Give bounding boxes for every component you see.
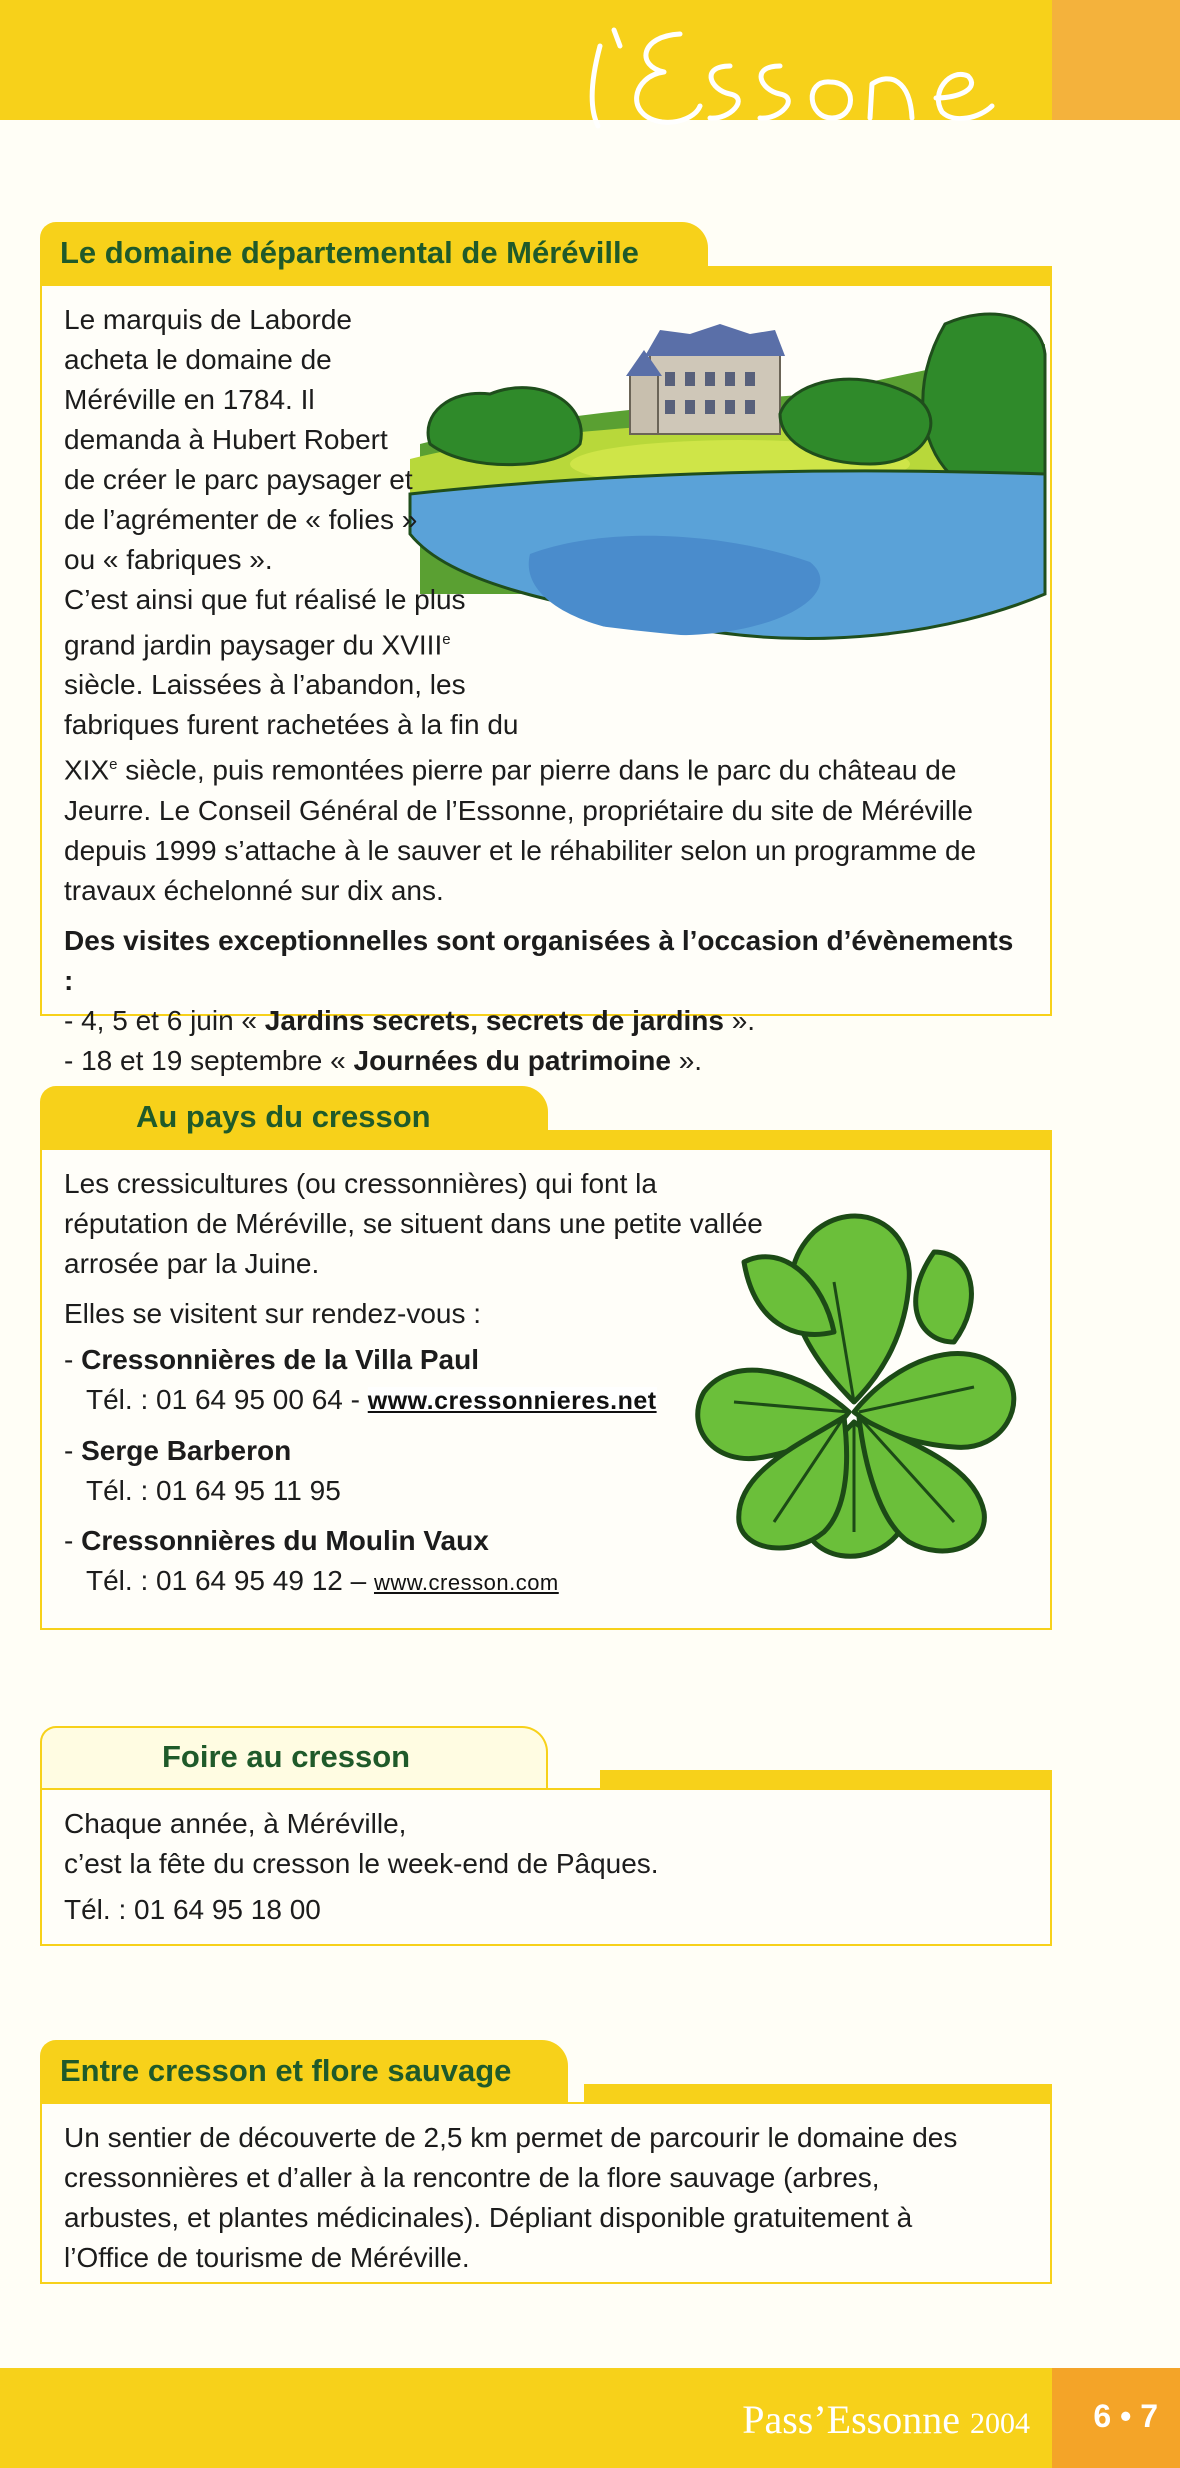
essonne-logo bbox=[580, 6, 1020, 176]
flore-section bbox=[40, 2040, 1052, 2284]
event-item: - 4, 5 et 6 juin « Jardins secrets, secrets de jardins ». bbox=[64, 1004, 756, 1036]
foire-line-1: Chaque année, à Méréville, bbox=[64, 1808, 407, 1839]
visit-note: Elles se visitent sur rendez-vous : bbox=[64, 1298, 482, 1329]
cresson-section bbox=[40, 1086, 1052, 1630]
producer-phone: Tél. : 01 64 95 49 12 – bbox=[86, 1565, 374, 1596]
watercress-illustration bbox=[684, 1202, 1024, 1562]
producer-item: - Serge Barberon Tél. : 01 64 95 11 95 bbox=[64, 1435, 341, 1506]
producer-item: - Cressonnières de la Villa Paul Tél. : 01 64 95 00 64 - www.cressonnieres.net bbox=[64, 1344, 657, 1415]
flore-text: Un sentier de découverte de 2,5 km permet de parcourir le domaine des cressonnières et d’aller à la rencontre de la flore sauvage (arbres, arbustes, et plantes médicinales). Dépliant disponible gratuitement à l’Office de tourisme de Méréville. bbox=[64, 2122, 958, 2273]
chateau-illustration bbox=[390, 294, 1050, 714]
producer-phone: Tél. : 01 64 95 00 64 - bbox=[86, 1384, 368, 1415]
flore-box bbox=[40, 2102, 1052, 2284]
producer-website-link[interactable]: www.cressonnieres.net bbox=[367, 1387, 657, 1415]
event-item: - 18 et 19 septembre « Journées du patrimoine ». bbox=[64, 1044, 703, 1076]
foire-title: Foire au cresson bbox=[40, 1726, 548, 1788]
mereville-box bbox=[40, 284, 1052, 1076]
cresson-intro: Les cressicultures (ou cressonnières) qui font la réputation de Méréville, se situent dans une petite vallée arrosée par la Juine. bbox=[64, 1168, 763, 1279]
footer-banner bbox=[0, 2368, 1180, 2468]
title-bar bbox=[548, 1130, 1052, 1148]
producer-name: Serge Barberon bbox=[81, 1435, 292, 1466]
footer-brand: Pass’Essonne 2004 bbox=[742, 2397, 1030, 2442]
page-number: 6 • 7 bbox=[1093, 2398, 1158, 2434]
producer-item: - Cressonnières du Moulin Vaux Tél. : 01 64 95 49 12 – www.cresson.com bbox=[64, 1525, 559, 1596]
title-bar bbox=[708, 266, 1052, 284]
producer-phone: Tél. : 01 64 95 11 95 bbox=[86, 1475, 341, 1506]
foire-line-2: c’est la fête du cresson le week-end de Pâques. bbox=[64, 1848, 659, 1879]
top-banner-accent bbox=[1052, 0, 1180, 120]
mereville-title: Le domaine départemental de Méréville bbox=[40, 222, 708, 284]
mereville-paragraph-1: Le marquis de Laborde acheta le domaine de Méréville en 1784. Il demanda à Hubert Robert de créer le parc paysager et de l’agrémenter de « folies » ou « fabriques ». bbox=[64, 304, 418, 575]
foire-phone: Tél. : 01 64 95 18 00 bbox=[64, 1894, 321, 1925]
chateau-icon bbox=[626, 324, 785, 434]
producer-website-link[interactable]: www.cresson.com bbox=[373, 1570, 559, 1595]
cresson-title: Au pays du cresson bbox=[40, 1086, 548, 1148]
visits-heading: Des visites exceptionnelles sont organisées à l’occasion d’évènements : bbox=[64, 924, 1014, 996]
mereville-section bbox=[40, 222, 1052, 1076]
flore-title: Entre cresson et flore sauvage bbox=[40, 2040, 568, 2102]
cresson-box bbox=[40, 1148, 1052, 1630]
foire-section bbox=[40, 1726, 1052, 1946]
producer-name: Cressonnières de la Villa Paul bbox=[81, 1344, 480, 1375]
foire-box bbox=[40, 1788, 1052, 1946]
title-bar bbox=[584, 2084, 1052, 2102]
mereville-paragraph-2: C’est ainsi que fut réalisé le plus grand jardin paysager du XVIIIe siècle. Laissées à l’abandon, les fabriques furent rachetées à la fin du XIXe siècle, puis remontées pierre par pierre dans le parc du château de Jeurre. Le Conseil Général de l’Essonne, propriétaire du site de Méréville depuis 1999 s’attache à le sauver et le réhabiliter selon un programme de travaux échelonné sur dix ans. bbox=[64, 584, 977, 906]
producer-name: Cressonnières du Moulin Vaux bbox=[81, 1525, 489, 1556]
title-bar bbox=[600, 1770, 1052, 1788]
